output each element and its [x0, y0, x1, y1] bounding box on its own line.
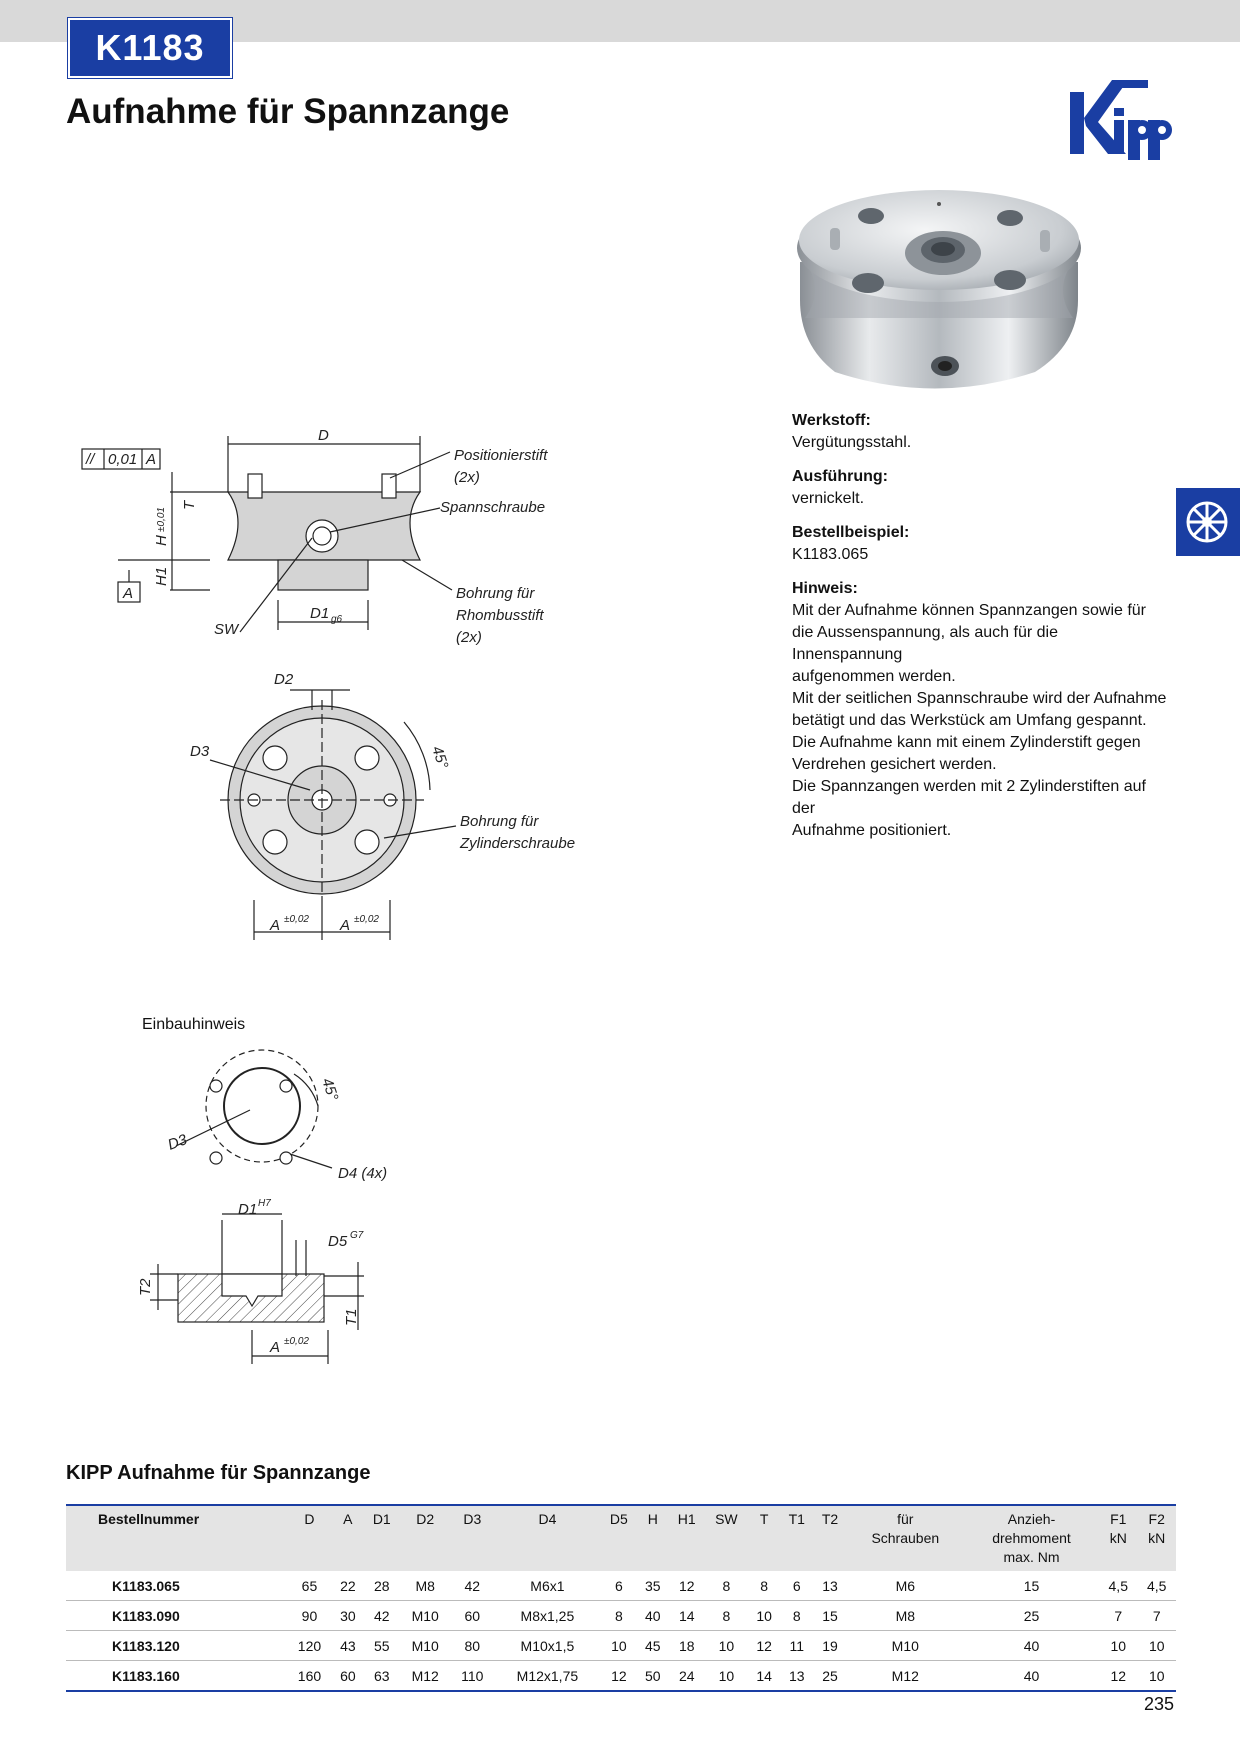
collet-icon [1176, 488, 1240, 556]
table-cell: 90 [287, 1601, 332, 1631]
page-number: 235 [1144, 1694, 1175, 1714]
table-cell: M12 [847, 1661, 964, 1692]
table-header-cell: D5 [609, 1511, 628, 1527]
label-D1: D1 [310, 605, 330, 622]
table-cell: 10 [601, 1631, 637, 1661]
table-cell: 10 [1099, 1631, 1137, 1661]
label-spannschraube: Spannschraube [440, 499, 546, 516]
table-cell: 25 [964, 1601, 1099, 1631]
table-cell: 25 [813, 1661, 846, 1692]
table-header-cell: Anzieh- drehmoment max. Nm [992, 1511, 1071, 1565]
category-tab [1176, 488, 1240, 556]
table-cell: 4,5 [1099, 1571, 1137, 1601]
table-cell: 12 [1099, 1661, 1137, 1692]
table-row [66, 1631, 1176, 1661]
label-T: T [181, 500, 198, 510]
table-cell: 15 [813, 1601, 846, 1631]
table-cell: 24 [669, 1661, 705, 1692]
info-text: die Aussenspannung, als auch für die Innenspannung [792, 624, 1058, 663]
label-A-left-tol: ±0,02 [284, 914, 309, 925]
label-A-bottom: A [270, 1339, 281, 1356]
product-info [792, 410, 1172, 842]
table-cell: K1183.120 [66, 1631, 287, 1661]
table-header-cell: A [343, 1511, 353, 1527]
table-cell: 28 [364, 1571, 400, 1601]
info-text: Vergütungsstahl. [792, 434, 912, 451]
table-cell: M12 [400, 1661, 451, 1692]
label-bohrung-zylinder-1: Bohrung für [460, 813, 539, 830]
table-cell: 8 [705, 1571, 748, 1601]
table-cell: 12 [748, 1631, 780, 1661]
table-cell: 10 [748, 1601, 780, 1631]
table-header-cell: H [647, 1511, 658, 1527]
table-header-cell: D2 [416, 1511, 435, 1527]
table-row [66, 1661, 1176, 1692]
page-title: Aufnahme für Spannzange [66, 92, 510, 131]
table-header-cell: T1 [788, 1511, 805, 1527]
info-text: vernickelt. [792, 490, 865, 507]
table-cell: 42 [364, 1601, 400, 1631]
table-title: KIPP Aufnahme für Spannzange [66, 1462, 371, 1484]
table-cell: 4,5 [1137, 1571, 1176, 1601]
table-cell: 13 [780, 1661, 813, 1692]
einbau-label-D3: D3 [165, 1131, 190, 1154]
table-cell: M10 [400, 1601, 451, 1631]
table-body [66, 1571, 1176, 1691]
label-SW: SW [214, 621, 239, 638]
info-text: K1183.065 [792, 546, 869, 563]
table-cell: 11 [780, 1631, 813, 1661]
table-cell: 40 [964, 1661, 1099, 1692]
table-cell: 14 [669, 1601, 705, 1631]
label-H1: H1 [153, 566, 170, 586]
table-header-cell: D3 [463, 1511, 482, 1527]
table-cell: 10 [1137, 1661, 1176, 1692]
tol-parallel: // [86, 451, 95, 468]
label-positionierstift-count: (2x) [454, 469, 480, 486]
table-cell: 10 [705, 1631, 748, 1661]
label-D3: D3 [190, 743, 210, 760]
table-header-cell: T [759, 1511, 769, 1527]
table-cell: 45 [637, 1631, 669, 1661]
table-cell: 13 [813, 1571, 846, 1601]
label-H7: H7 [258, 1198, 271, 1209]
table-cell: 8 [601, 1601, 637, 1631]
table-cell: 7 [1137, 1601, 1176, 1631]
label-H-tol: ±0,01 [156, 507, 167, 532]
table-cell: M10x1,5 [494, 1631, 601, 1661]
table-header-cell: für Schrauben [871, 1511, 940, 1546]
table-cell: 10 [705, 1661, 748, 1692]
table-cell: 60 [451, 1601, 494, 1631]
table-header-cell: F2 kN [1148, 1511, 1166, 1546]
table-cell: M10 [847, 1631, 964, 1661]
label-A-right-tol: ±0,02 [354, 914, 379, 925]
info-text: Mit der Aufnahme können Spannzangen sowie für [792, 602, 1147, 619]
table-header-cell: F1 kN [1109, 1511, 1127, 1546]
table-header-cell: Bestellnummer [98, 1511, 200, 1527]
table-row [66, 1601, 1176, 1631]
label-bohrung-rhombus-3: (2x) [456, 629, 482, 646]
info-text: Die Spannzangen werden mit 2 Zylinderstiften auf der [792, 778, 1146, 817]
table-header-row [66, 1505, 1176, 1571]
label-bohrung-rhombus-1: Bohrung für [456, 585, 535, 602]
label-D5: D5 [328, 1233, 348, 1250]
table-cell: 40 [964, 1631, 1099, 1661]
einbauhinweis-label: Einbauhinweis [142, 1016, 246, 1033]
table-cell: 110 [451, 1661, 494, 1692]
table-cell: M8 [400, 1571, 451, 1601]
table-header-cell: H1 [677, 1511, 696, 1527]
table-cell: M8 [847, 1601, 964, 1631]
table-cell: 63 [364, 1661, 400, 1692]
info-heading: Hinweis: [792, 580, 858, 597]
table-cell: 30 [332, 1601, 364, 1631]
label-A-right: A [340, 917, 351, 934]
product-code: K1183 [68, 18, 232, 78]
info-text: betätigt und das Werkstück am Umfang gespannt. [792, 712, 1147, 729]
label-angle: 45° [428, 743, 452, 771]
label-D1-tol: g6 [331, 614, 343, 625]
info-heading: Bestellbeispiel: [792, 524, 910, 541]
table-cell: 120 [287, 1631, 332, 1661]
table-cell: 14 [748, 1661, 780, 1692]
tol-value: 0,01 [108, 451, 138, 468]
label-D4: D4 (4x) [338, 1165, 388, 1182]
info-heading: Ausführung: [792, 468, 888, 485]
label-G7: G7 [350, 1230, 364, 1241]
table-header-cell: D4 [538, 1511, 557, 1527]
label-positionierstift: Positionierstift [454, 447, 548, 464]
label-H: H [153, 535, 170, 546]
label-D: D [318, 427, 329, 444]
label-A-left: A [270, 917, 281, 934]
table-cell: 12 [601, 1661, 637, 1692]
table-cell: 80 [451, 1631, 494, 1661]
table-cell: 15 [964, 1571, 1099, 1601]
table-cell: M12x1,75 [494, 1661, 601, 1692]
table-cell: 55 [364, 1631, 400, 1661]
label-T1: T1 [343, 1308, 360, 1326]
table-cell: M6 [847, 1571, 964, 1601]
table-cell: 40 [637, 1601, 669, 1631]
datum-A: A [123, 585, 134, 602]
table-cell: 18 [669, 1631, 705, 1661]
table-cell: 6 [780, 1571, 813, 1601]
tol-datum: A [146, 451, 157, 468]
info-text: Verdrehen gesichert werden. [792, 756, 997, 773]
label-D1-H7: D1 [238, 1201, 258, 1218]
table-cell: 6 [601, 1571, 637, 1601]
info-text: Die Aufnahme kann mit einem Zylinderstift gegen [792, 734, 1141, 751]
spec-table [66, 1504, 1176, 1692]
table-cell: K1183.090 [66, 1601, 287, 1631]
table-row [66, 1571, 1176, 1601]
table-header-cell: D [304, 1511, 315, 1527]
table-cell: K1183.160 [66, 1661, 287, 1692]
table-cell: 8 [705, 1601, 748, 1631]
table-header-cell: T2 [821, 1511, 839, 1527]
table-cell: M8x1,25 [494, 1601, 601, 1631]
table-cell: 43 [332, 1631, 364, 1661]
einbau-label-angle: 45° [318, 1075, 342, 1103]
table-cell: 22 [332, 1571, 364, 1601]
table-cell: 8 [780, 1601, 813, 1631]
table-cell: 8 [748, 1571, 780, 1601]
label-bohrung-zylinder-2: Zylinderschraube [460, 835, 576, 852]
label-T2: T2 [137, 1278, 154, 1296]
info-heading: Werkstoff: [792, 412, 871, 429]
table-cell: 7 [1099, 1601, 1137, 1631]
info-text: Mit der seitlichen Spannschraube wird der Aufnahme [792, 690, 1167, 707]
label-A-bottom-tol: ±0,02 [284, 1336, 309, 1347]
table-cell: M10 [400, 1631, 451, 1661]
info-text: aufgenommen werden. [792, 668, 956, 685]
table-cell: 60 [332, 1661, 364, 1692]
table-header-cell: D1 [372, 1511, 391, 1527]
technical-drawings [0, 0, 780, 1380]
table-cell: 50 [637, 1661, 669, 1692]
table-cell: 42 [451, 1571, 494, 1601]
label-D2: D2 [274, 671, 294, 688]
table-cell: 12 [669, 1571, 705, 1601]
table-cell: 10 [1137, 1631, 1176, 1661]
table-cell: K1183.065 [66, 1571, 287, 1601]
table-cell: M6x1 [494, 1571, 601, 1601]
label-bohrung-rhombus-2: Rhombusstift [456, 607, 544, 624]
info-text: Aufnahme positioniert. [792, 822, 952, 839]
table-cell: 35 [637, 1571, 669, 1601]
table-header-cell: SW [715, 1511, 738, 1527]
table-cell: 160 [287, 1661, 332, 1692]
table-cell: 65 [287, 1571, 332, 1601]
table-cell: 19 [813, 1631, 846, 1661]
